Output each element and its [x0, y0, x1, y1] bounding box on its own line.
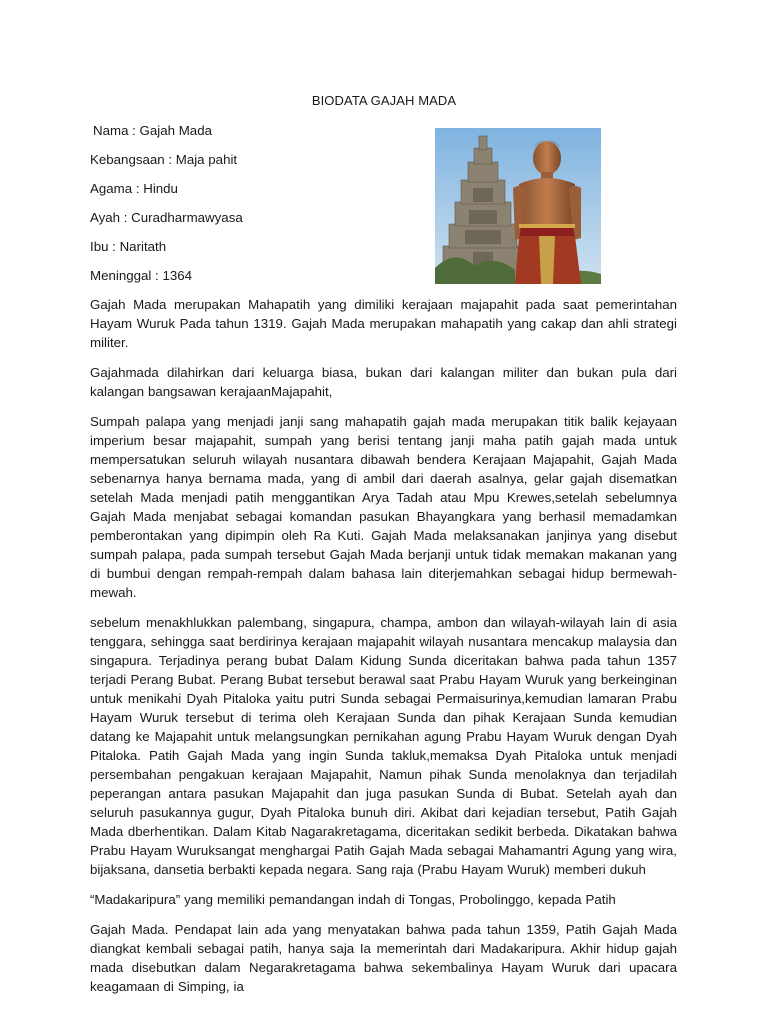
paragraph: Gajahmada dilahirkan dari keluarga biasa, bukan dari kalangan militer dan bukan pula dari kalangan bangsawan kerajaanMajapahit,	[90, 365, 677, 399]
bio-mother: Ibu : Naritath	[90, 239, 167, 254]
paragraph: Gajah Mada merupakan Mahapatih yang dimiliki kerajaan majapahit pada saat pemerintahan Hayam Wuruk Pada tahun 1319. Gajah Mada merupakan mahapatih yang cakap dan ahli strategi militer.	[90, 297, 677, 350]
gajah-mada-portrait-icon	[435, 128, 601, 284]
bio-nationality: Kebangsaan : Maja pahit	[90, 152, 238, 167]
article-body	[90, 295, 677, 1007]
paragraph: “Madakaripura” yang memiliki pemandangan indah di Tongas, Probolinggo, kepada Patih	[90, 892, 616, 907]
bio-name: Nama : Gajah Mada	[93, 123, 212, 138]
biodata-list	[90, 122, 410, 296]
paragraph: sebelum menakhlukkan palembang, singapura, champa, ambon dan wilayah-wilayah lain di asia tenggara, sehingga saat berdirinya kerajaan majapahit wilayah nusantara mencakup malaysia dan singapura. Terjadinya perang bubat Dalam Kidung Sunda diceritakan bahwa pada tahun 1357 terjadi Perang Bubat. Perang Bubat tersebut berawal saat Prabu Hayam Wuruk yang berkeinginan untuk menikahi Dyah Pitaloka yaitu putri Sunda sebagai Permaisurinya,kemudian lamaran Prabu Hayam Wuruk tersebut di terima oleh Kerajaan Sunda dan pihak Kerajaan Sunda kemudian datang ke Majapahit untuk melangsungkan pernikahan agung Prabu Hayam Wuruk dengan Dyah Pitaloka. Patih Gajah Mada yang ingin Sunda takluk,memaksa Dyah Pitaloka untuk menjadi persembahan pengakuan kerajaan Majapahit, Namun pihak Sunda menolaknya dan terjadilah peperangan antara pasukan Majapahit dan juga pasukan Sunda di Bubat. Setelah ayah dan seluruh pasukannya gugur, Dyah Pitaloka bunuh diri. Akibat dari kejadian tersebut, Patih Gajah Mada dberhentikan. Dalam Kitab Nagarakretagama, diceritakan sedikit berbeda. Dikatakan bahwa Prabu Hayam Wuruksangat menghargai Patih Gajah Mada sebagai Mahamantri Agung yang wira, bijaksana, dansetia berbakti kepada negara. Sang raja (Prabu Hayam Wuruk) memberi dukuh	[90, 615, 677, 877]
bio-father: Ayah : Curadharmawyasa	[90, 210, 243, 225]
paragraph: Sumpah palapa yang menjadi janji sang mahapatih gajah mada merupakan titik balik kejayaan imperium besar majapahit, sumpah yang berisi tentang janji maha patih gajah mada untuk mempersatukan seluruh wilayah nusantara dibawah bendera Kerajaan Majapahit, Gajah Mada sebenarnya hanya bernama mada, yang di ambil dari daerah asalnya, gelar gajah disematkan setelah Mada menjadi patih menggantikan Arya Tadah atau Mpu Krewes,setelah sebelumnya Gajah Mada menjabat sebagai komandan pasukan Bhayangkara yang berhasil memadamkan pemberontakan yang dipimpin oleh Ra Kuti. Gajah Mada melaksanakan janjinya yang disebut sumpah palapa, pada sumpah tersebut Gajah Mada berjanji untuk tidak memakan makanan yang di bumbui dengan rempah-rempah dalam bahasa lain diterjemahkan sebagai hidup bermewah-mewah.	[90, 414, 677, 600]
bio-religion: Agama : Hindu	[90, 181, 178, 196]
document-title: BIODATA GAJAH MADA	[311, 93, 457, 108]
bio-died: Meninggal : 1364	[90, 268, 193, 283]
paragraph: Gajah Mada. Pendapat lain ada yang menyatakan bahwa pada tahun 1359, Patih Gajah Mada diangkat kembali sebagai patih, hanya saja Ia memerintah dari Madakaripura. Akhir hidup gajah mada disebutkan dalam Negarakretagama bahwa sekembalinya Hayam Wuruk dari upacara keagamaan di Simping, ia	[90, 922, 677, 994]
